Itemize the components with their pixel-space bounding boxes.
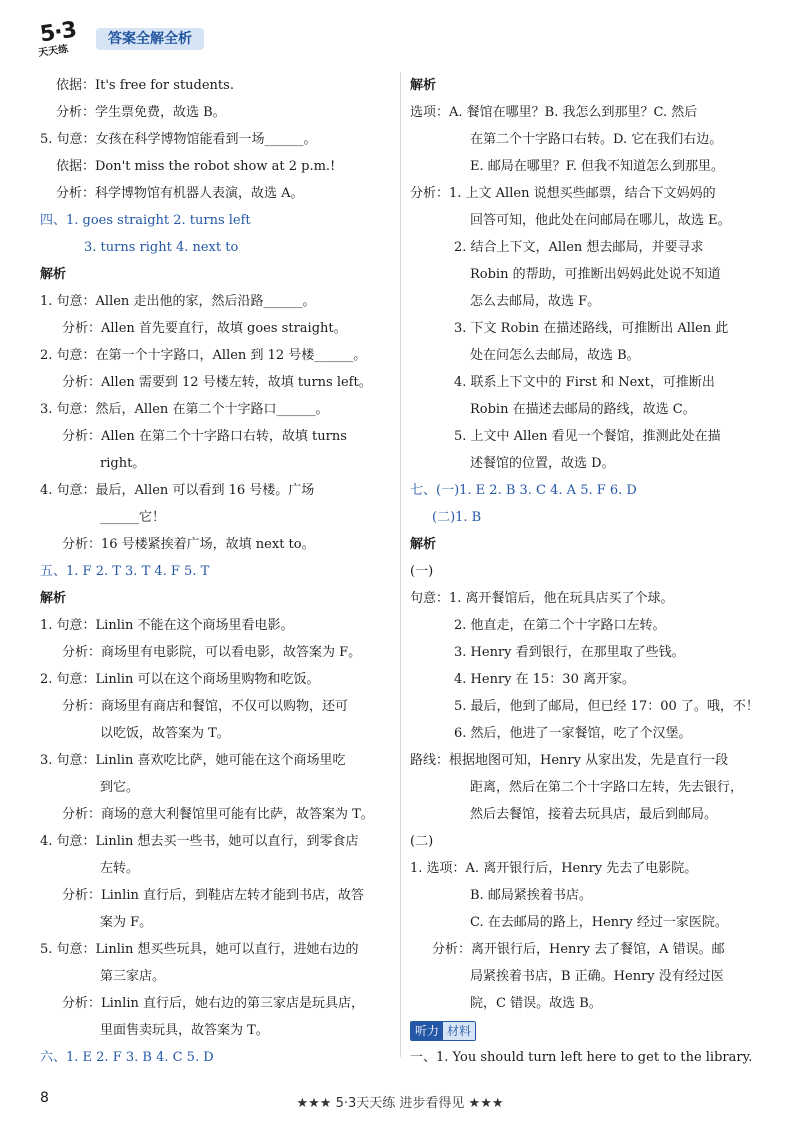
logo	[36, 18, 92, 58]
right-text-line: 回答可知，他此处在问邮局在哪儿，故选 E。	[470, 213, 731, 228]
right-text-line: (二)	[410, 834, 434, 849]
left-text-line: 1. 句意：Allen 走出他的家，然后沿路______。	[40, 294, 316, 309]
right-text-line: 4. 联系上下文中的 First 和 Next，可推断出	[454, 375, 715, 390]
left-text-line: 案为 F。	[100, 915, 153, 930]
left-text-line: 3. 句意：然后，Allen 在第二个十字路口______。	[40, 402, 329, 417]
right-text-line: 院，C 错误。故选 B。	[470, 996, 602, 1011]
page-number: 8	[40, 1090, 49, 1106]
left-text-line: 分析：Allen 首先要直行，故填 goes straight。	[62, 321, 347, 336]
left-column	[40, 72, 390, 1071]
left-text-line: 依据：It's free for students.	[56, 78, 234, 93]
right-text-line: 4. Henry 在 15：30 离开家。	[454, 672, 635, 687]
right-text-line: 距离，然后在第二个十字路口左转，先去银行，	[470, 780, 744, 795]
left-text-line: 1. 句意：Linlin 不能在这个商场里看电影。	[40, 618, 294, 633]
listening-label: 听力	[411, 1022, 443, 1040]
right-text-line: 句意：1. 离开餐馆后，他在玩具店买了个球。	[410, 591, 674, 606]
left-text-line: 分析：Allen 在第二个十字路口右转，故填 turns	[62, 429, 347, 444]
left-text-line: 分析：Allen 需要到 12 号楼左转，故填 turns left。	[62, 375, 372, 390]
left-text-line: 分析：Linlin 直行后，她右边的第三家店是玩具店，	[62, 996, 364, 1011]
listening-line-1: 一、1. You should turn left here to get to the library.	[410, 1050, 753, 1065]
left-text-line: 以吃饭，故答案为 T。	[100, 726, 230, 741]
left-text-line: 四、1. goes straight 2. turns left	[40, 213, 251, 228]
right-text-line: 3. Henry 看到银行，在那里取了些钱。	[454, 645, 685, 660]
left-text-line: ______它！	[100, 510, 166, 525]
right-text-line: 处在问怎么去邮局，故选 B。	[470, 348, 640, 363]
right-text-line: 2. 结合上下文，Allen 想去邮局，并要寻求	[454, 240, 704, 255]
right-text-line: 七、(一)1. E 2. B 3. C 4. A 5. F 6. D	[410, 483, 637, 498]
right-text-line: E. 邮局在哪里？F. 但我不知道怎么到那里。	[470, 159, 725, 174]
left-text-line: 里面售卖玩具，故答案为 T。	[100, 1023, 269, 1038]
section-heading: 解析	[40, 267, 67, 282]
right-text-line: 2. 他直走，在第二个十字路口左转。	[454, 618, 666, 633]
section-heading: 解析	[410, 537, 437, 552]
left-text-line: 分析：16 号楼紧挨着广场，故填 next to。	[62, 537, 315, 552]
left-text-line: 左转。	[100, 861, 140, 876]
left-text-line: 分析：商场的意大利餐馆里可能有比萨，故答案为 T。	[62, 807, 374, 822]
left-text-line: 2. 句意：Linlin 可以在这个商场里购物和吃饭。	[40, 672, 320, 687]
section-heading: 解析	[410, 78, 437, 93]
right-text-line: 分析：1. 上文 Allen 说想买些邮票，结合下文妈妈的	[410, 186, 716, 201]
section-heading: 解析	[40, 591, 67, 606]
right-text-line: 局紧挨着书店，B 正确。Henry 没有经过医	[470, 969, 724, 984]
listening-material-badge	[410, 1021, 476, 1041]
left-text-line: 分析：科学博物馆有机器人表演，故选 A。	[56, 186, 304, 201]
right-column-lines	[410, 72, 760, 1017]
right-text-line: 6. 然后，他进了一家餐馆，吃了个汉堡。	[454, 726, 692, 741]
material-label: 材料	[443, 1022, 475, 1040]
header-banner: 答案全解全析	[96, 28, 204, 50]
left-text-line: 五、1. F 2. T 3. T 4. F 5. T	[40, 564, 210, 579]
left-text-line: 分析：Linlin 直行后，到鞋店左转才能到书店，故答	[62, 888, 364, 903]
right-text-line: 分析：离开银行后，Henry 去了餐馆，A 错误。邮	[432, 942, 725, 957]
right-text-line: 1. 选项：A. 离开银行后，Henry 先去了电影院。	[410, 861, 698, 876]
logo-subtext: 天天练	[37, 43, 69, 60]
right-text-line: 然后去餐馆，接着去玩具店，最后到邮局。	[470, 807, 718, 822]
right-text-line: (二)1. B	[432, 510, 482, 525]
right-text-line: Robin 在描述去邮局的路线，故选 C。	[470, 402, 696, 417]
left-text-line: 分析：学生票免费，故选 B。	[56, 105, 226, 120]
page-footer: ★★★ 5·3天天练 进步看得见 ★★★	[296, 1096, 504, 1111]
right-text-line: 述餐馆的位置，故选 D。	[470, 456, 615, 471]
left-text-line: 5. 句意：Linlin 想买些玩具，她可以直行，进她右边的	[40, 942, 359, 957]
page-header	[36, 18, 336, 58]
logo-text: 5·3	[38, 17, 78, 48]
right-text-line: 选项：A. 餐馆在哪里？B. 我怎么到那里？C. 然后	[410, 105, 698, 120]
left-text-line: 2. 句意：在第一个十字路口，Allen 到 12 号楼______。	[40, 348, 367, 363]
left-text-line: right。	[100, 456, 146, 471]
right-text-line: C. 在去邮局的路上，Henry 经过一家医院。	[470, 915, 728, 930]
left-text-line: 分析：商场里有商店和餐馆，不仅可以购物，还可	[62, 699, 349, 714]
right-text-line: 在第二个十字路口右转。D. 它在我们右边。	[470, 132, 723, 147]
left-text-line: 3. turns right 4. next to	[84, 240, 239, 255]
left-text-line: 到它。	[100, 780, 140, 795]
right-text-line: 怎么去邮局，故选 F。	[470, 294, 601, 309]
column-divider	[400, 72, 401, 1057]
left-text-line: 依据：Don't miss the robot show at 2 p.m.!	[56, 159, 336, 174]
left-text-line: 4. 句意：Linlin 想去买一些书，她可以直行，到零食店	[40, 834, 359, 849]
left-text-line: 5. 句意：女孩在科学博物馆能看到一场______。	[40, 132, 317, 147]
right-text-line: 5. 最后，他到了邮局，但已经 17：00 了。哦，不！	[454, 699, 759, 714]
right-text-line: 路线：根据地图可知，Henry 从家出发，先是直行一段	[410, 753, 729, 768]
right-text-line: B. 邮局紧挨着书店。	[470, 888, 592, 903]
right-text-line: 3. 下文 Robin 在描述路线，可推断出 Allen 此	[454, 321, 729, 336]
right-text-line: Robin 的帮助，可推断出妈妈此处说不知道	[470, 267, 721, 282]
left-text-line: 分析：商场里有电影院，可以看电影，故答案为 F。	[62, 645, 362, 660]
right-text-line: (一)	[410, 564, 434, 579]
left-text-line: 3. 句意：Linlin 喜欢吃比萨，她可能在这个商场里吃	[40, 753, 346, 768]
right-text-line: 5. 上文中 Allen 看见一个餐馆，推测此处在描	[454, 429, 721, 444]
right-column	[410, 72, 760, 1071]
listening-material-row	[410, 1017, 760, 1044]
left-text-line: 六、1. E 2. F 3. B 4. C 5. D	[40, 1050, 214, 1065]
left-text-line: 第三家店。	[100, 969, 166, 984]
left-text-line: 4. 句意：最后，Allen 可以看到 16 号楼。广场	[40, 483, 315, 498]
